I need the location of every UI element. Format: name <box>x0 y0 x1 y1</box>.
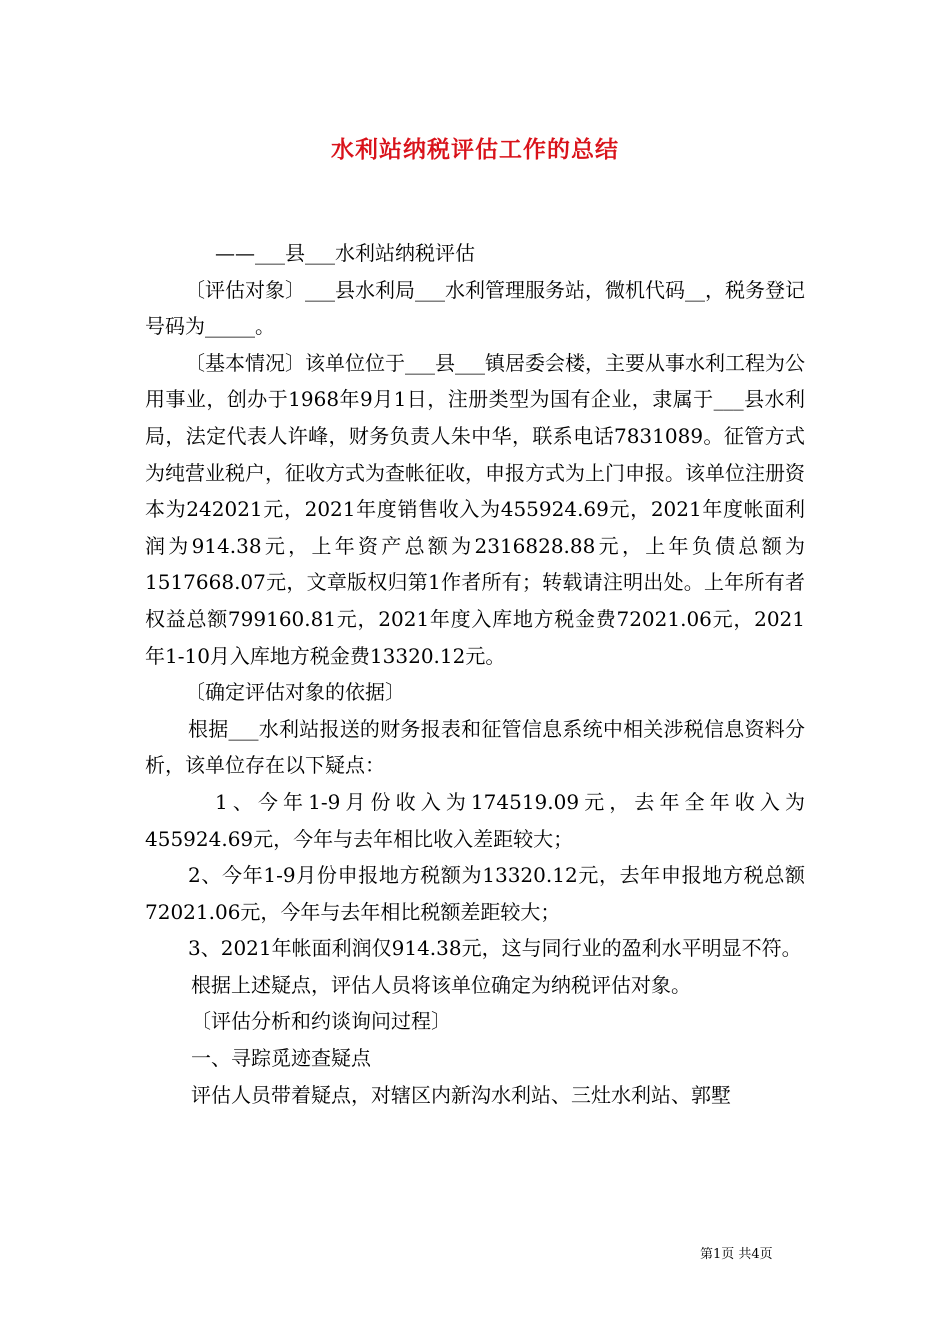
paragraph-eval-object: 〔评估对象〕___县水利局___水利管理服务站，微机代码__，税务登记号码为_____。 <box>145 277 805 339</box>
paragraph-subtitle: ——___县___水利站纳税评估 <box>215 241 475 265</box>
paragraph-step-1-text: 评估人员带着疑点，对辖区内新沟水利站、三灶水利站、郭墅 <box>191 1082 731 1107</box>
paragraph-doubt-2: 2、今年1-9月份申报地方税额为13320.12元，去年申报地方税总额72021.06元，今年与去年相比税额差距较大； <box>145 863 805 924</box>
paragraph-process-heading: 〔评估分析和约谈询问过程〕 <box>191 1009 451 1034</box>
paragraph-step-1-heading: 一、寻踪觅迹查疑点 <box>191 1046 371 1071</box>
paragraph-basis-text: 根据___水利站报送的财务报表和征管信息系统中相关涉税信息资料分析，该单位存在以下疑点： <box>145 716 805 778</box>
page-footer: 第1页 共4页 <box>700 1247 773 1262</box>
document-title: 水利站纳税评估工作的总结 <box>331 136 619 163</box>
paragraph-conclusion: 根据上述疑点，评估人员将该单位确定为纳税评估对象。 <box>191 972 691 997</box>
paragraph-doubt-3: 3、2021年帐面利润仅914.38元，这与同行业的盈利水平明显不符。 <box>188 936 802 961</box>
paragraph-basic-info: 〔基本情况〕该单位位于___县___镇居委会楼，主要从事水利工程为公用事业，创办于1968年9月1日，注册类型为国有企业，隶属于___县水利局，法定代表人许峰，财务负责人朱中华，联系电话7831089。征管方式为纯营业税户，征收方式为查帐征收，申报方式为上门申报。该单位注册资本为242021元，2021年度销售收入为455924.69元，2021年度帐面利润为914.38元，上年资产总额为2316828.88元，上年负债总额为1517668.07元，文章版权归第1作者所有；转载请注明出处。上年所有者权益总额799160.81元，2021年度入库地方税金费72021.06元，2021年1-10月入库地方税金费13320.12元。 <box>145 350 805 668</box>
paragraph-doubt-1: 1、今年1-9月份收入为174519.09元，去年全年收入为455924.69元，今年与去年相比收入差距较大； <box>145 789 805 851</box>
paragraph-basis-heading: 〔确定评估对象的依据〕 <box>185 680 405 705</box>
document-body <box>145 235 805 1113</box>
